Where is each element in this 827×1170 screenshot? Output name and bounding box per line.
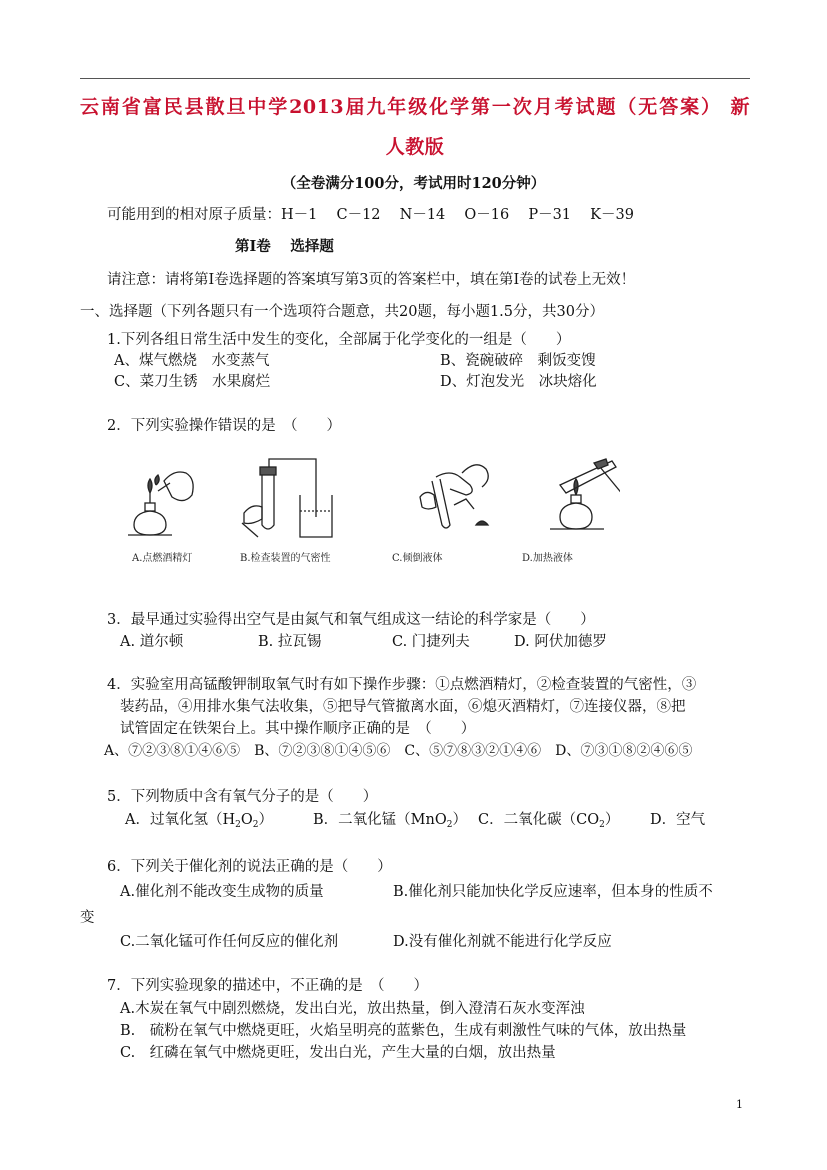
q4-line2: 装药品，④用排水集气法收集，⑤把导气管撤离水面，⑥熄灭酒精灯，⑦连接仪器，⑧把 xyxy=(120,699,686,715)
q5-option-a: A．过氧化氢$(H_2O_2)$ xyxy=(125,812,273,830)
q6-option-b: B.催化剂只能加快化学反应速率，但本身的性质不 xyxy=(393,884,713,900)
q6-stem: 6．下列关于催化剂的说法正确的是（ ） xyxy=(107,859,392,875)
q4-options: A、⑦②③⑧①④⑥⑤ B、⑦②③⑧①④⑤⑥ C、⑤⑦⑧③②①④⑥ D、⑦③①⑧②④⑥⑤ xyxy=(104,743,693,759)
q3-option-a: A. 道尔顿 xyxy=(120,634,184,650)
q3-stem: 3．最早通过实验得出空气是由氮气和氧气组成这一结论的科学家是（ ） xyxy=(107,612,595,628)
q5-stem: 5．下列物质中含有氧气分子的是（ ） xyxy=(107,789,378,805)
q5-option-b: B．二氧化锰（MnO$_2$） xyxy=(313,812,467,830)
q4-line1: 4．实验室用高锰酸钾制取氧气时有如下操作步骤：①点燃酒精灯，②检查装置的气密性，③ xyxy=(107,677,697,693)
q6-option-a: A.催化剂不能改变生成物的质量 xyxy=(120,884,324,900)
page-number: 1 xyxy=(736,1098,743,1111)
exam-title-line2: 人教版 xyxy=(385,136,445,158)
section-title: 第Ⅰ卷 选择题 xyxy=(235,238,334,255)
q6-option-c: C.二氧化锰可作任何反应的催化剂 xyxy=(120,934,339,950)
q5-option-c: C．二氧化碳$(CO_2)$ xyxy=(478,812,620,830)
q2-caption-d: D.加热液体 xyxy=(522,553,573,564)
header-rule xyxy=(80,78,750,79)
q6-option-b-continued: 变 xyxy=(80,910,95,926)
q5-option-d: D．空气 xyxy=(650,812,706,828)
q7-option-b: B. 硫粉在氧气中燃烧更旺，火焰呈明亮的蓝紫色，生成有刺激性气味的气体，放出热量 xyxy=(120,1023,687,1039)
atomic-masses: 可能用到的相对原子质量：H－1 C－12 N－14 O－16 P－31 K－39 xyxy=(107,207,634,223)
q2-figure xyxy=(120,455,620,570)
q1-option-a: A、煤气燃烧 水变蒸气 xyxy=(114,353,270,369)
exam-title-line1: 云南省富民县散旦中学2013届九年级化学第一次月考试题（无答案） 新 xyxy=(80,96,750,118)
q6-option-d: D.没有催化剂就不能进行化学反应 xyxy=(393,934,612,950)
q3-option-c: C. 门捷列夫 xyxy=(392,634,470,650)
q1-option-b: B、瓷碗破碎 剩饭变馊 xyxy=(440,353,596,369)
exam-subtitle: （全卷满分100分，考试用时120分钟） xyxy=(281,175,546,192)
notice: 请注意：请将第Ⅰ卷选择题的答案填写第3页的答案栏中，填在第Ⅰ卷的试卷上无效！ xyxy=(107,272,636,288)
q2-caption-b: B.检查装置的气密性 xyxy=(240,553,331,564)
lab-apparatus-illustration xyxy=(120,455,620,550)
q2-caption-a: A.点燃酒精灯 xyxy=(132,553,193,564)
q7-option-a: A.木炭在氧气中剧烈燃烧，发出白光，放出热量，倒入澄清石灰水变浑浊 xyxy=(120,1001,585,1017)
q1-stem: 1.下列各组日常生活中发生的变化，全部属于化学变化的一组是（ ） xyxy=(107,332,571,348)
q7-option-c: C. 红磷在氧气中燃烧更旺，发出白光，产生大量的白烟，放出热量 xyxy=(120,1045,556,1061)
q3-option-b: B. 拉瓦锡 xyxy=(258,634,322,650)
q2-caption-c: C.倾倒液体 xyxy=(392,553,443,564)
q4-line3: 试管固定在铁架台上。其中操作顺序正确的是 （ ） xyxy=(120,721,476,737)
q7-stem: 7．下列实验现象的描述中，不正确的是 （ ） xyxy=(107,978,428,994)
part-heading: 一、选择题（下列各题只有一个选项符合题意，共20题，每小题1.5分，共30分） xyxy=(80,304,604,320)
q1-option-d: D、灯泡发光 冰块熔化 xyxy=(440,374,597,390)
q2-stem: 2．下列实验操作错误的是 （ ） xyxy=(107,418,341,434)
q3-option-d: D. 阿伏加德罗 xyxy=(514,634,607,650)
q1-option-c: C、菜刀生锈 水果腐烂 xyxy=(114,374,271,390)
